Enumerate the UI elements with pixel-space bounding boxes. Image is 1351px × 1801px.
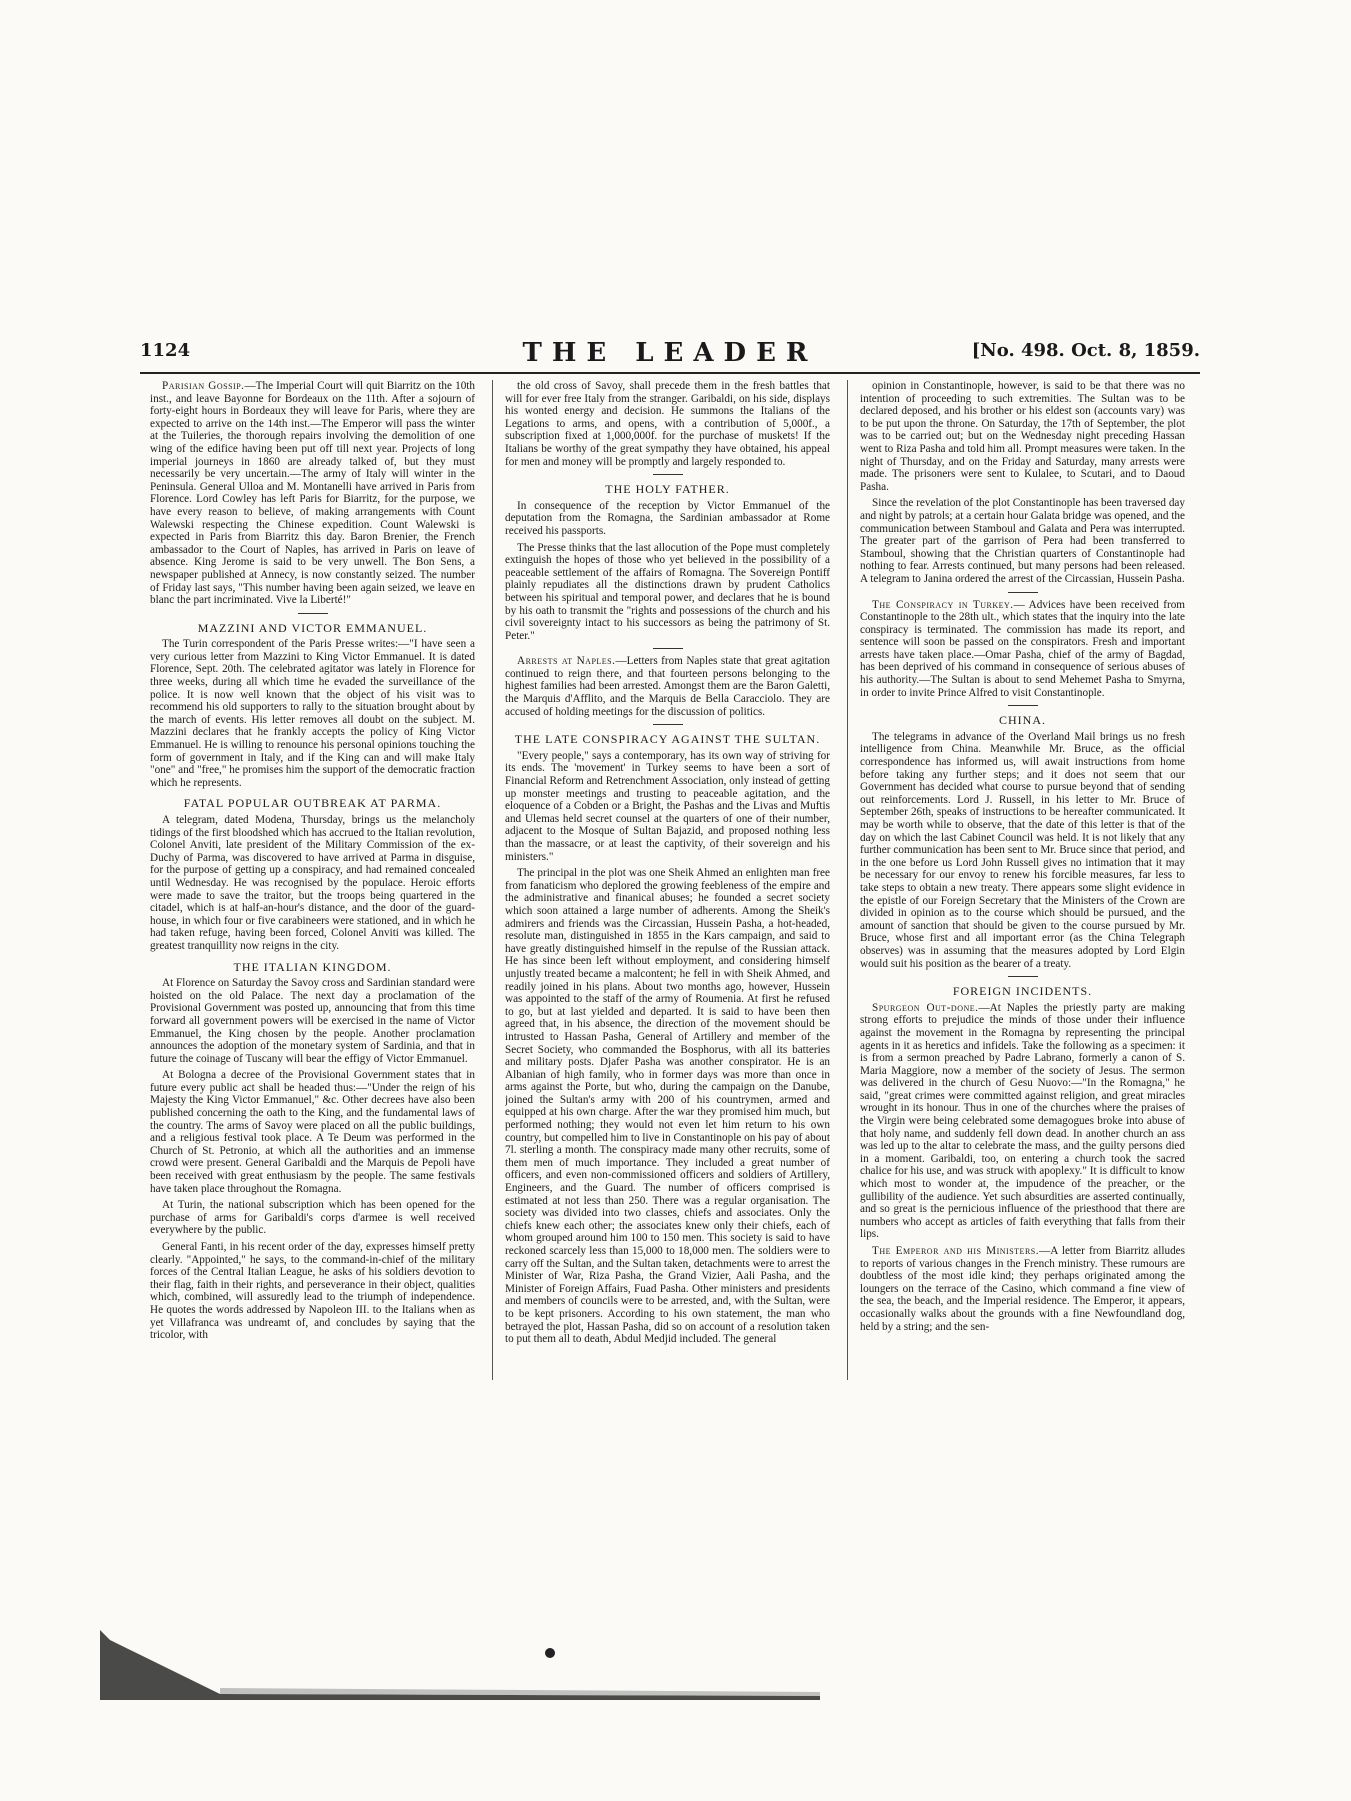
section-heading: MAZZINI AND VICTOR EMMANUEL.: [197, 620, 428, 635]
article-lead: Parisian Gossip.: [162, 380, 245, 392]
separator: [1008, 705, 1038, 706]
separator: [298, 613, 328, 614]
issue-date: [No. 498. Oct. 8, 1859.: [971, 340, 1200, 361]
article-body: —The Imperial Court will quit Biarritz on the 10th inst., and leave Bayonne for Bordeaux on the 11th. After a sojourn of forty-eight hours in Bordeaux they will leave for Paris, where they are expected to arrive on the 14th inst.—The Emperor will pass the winter at the Tuileries, the thorough repairs involving the demolition of one wing of the edifice having been put off till next year. Projects of long imperial journeys in 1860 are already talked of, but they must necessarily be very uncertain.—The army of Italy will winter in the Peninsula. General Ulloa and M. Montanelli have arrived in Paris from Florence. Lord Cowley has left Paris for Biarritz, for the purpose, we have every reason to believe, of making arrangements with Count Walewski respecting the Chinese expedition. Count Walewski is expected in Paris from Biarritz this day. Baron Brenier, the French ambassador to the Court of Naples, has arrived in Paris on leave of absence. King Jerome is said to be very unwell. The Bon Sens, a newspaper published at Annecy, is now constantly seized. The number of Friday last says, "This number having been again seized, we leave en blanc the part incriminated. Vive la Liberté!": [150, 380, 475, 607]
section-heading: FOREIGN INCIDENTS.: [952, 984, 1093, 999]
masthead: [140, 338, 1200, 370]
article-lead: Arrests at Naples.: [517, 655, 616, 668]
article-body: The principal in the plot was one Sheik Ahmed an enlighten man free from fanaticism who deplored the growing feebleness of the empire and the administrative and finanical abuses; he founded a secret society which soon attained a large number of adherents. Among the Sheik's admirers and friends was the Circassian, Hussein Pasha, a hot-headed, resolute man, distinguished in 1855 in the Kars campaign, and said to have greatly distinguished himself in the repulse of the Russian attack. He has since been left without employment, and considering himself unjustly treated became a malcontent; he fell in with Sheik Ahmed, and readily joined in his plans. About two months ago, however, Hussein was appointed to the staff of the army of Roumenia. At first he refused to go, but at last yielded and departed. It is said to have been then agreed that, in his absence, the direction of the movement should be intrusted to Hassan Pasha, General of Artillery and member of the Secret Society, who commanded the Bosphorus, with all its batteries and military posts. Djafer Pasha was another conspirator. He is an Albanian of high family, who in former days was more than once in arms against the Porte, but who, during the campaign on the Danube, joined the Sultan's army with 200 of his countrymen, armed and equipped at his own charge. After the war they promised him much, but performed nothing; they would not even let him return to his own country, but compelled him to live in Constantinople on his pay of about 7l. sterling a month. The conspiracy made many other recruits, some of them men of much importance. They included a great number of officers, and even non-commissioned officers and soldiers of Artillery, Engineers, and the Guard. The number of officers comprised is estimated at not less than 250. There was a regular organisation. The society was divided into two classes, chiefs and associates. Only the chiefs knew each other; the associates knew only their chiefs, each of whom grouped around him 100 to 150 men. This society is said to have reckoned scarcely less than 15,000 to 18,000 men. The soldiers were to carry off the Sultan, and the Sultan taken, detachments were to arrest the Minister of War, Riza Pasha, the Grand Vizier, Aali Pasha, and the Minister of Foreign Affairs, Fuad Pasha. Other ministers and presidents and members of councils were to be arrested, and, with the Sultan, were to be kept prisoners. According to his own statement, the man who betrayed the plot, Hassan Pasha, did so on account of a resolution taken to put them all to death, Abdul Medjid included. The general: [505, 867, 830, 1346]
article-body: At Bologna a decree of the Provisional Government states that in future every public act shall be headed thus:—"Under the reign of his Majesty the King Victor Emmanuel," &c. Other decrees have also been published concerning the oath to the King, and the fundamental laws of the country. The arms of Savoy were placed on all the public buildings, and a religious festival took place. A Te Deum was performed in the Church of St. Petronio, at which all the authorities and an immense crowd were present. General Garibaldi and the Marquis de Pepoli have been received with great enthusiasm by the people. The same festivals have taken place throughout the Romagna.: [150, 1069, 475, 1195]
article-lead: The Conspiracy in Turkey.: [872, 598, 1014, 611]
newspaper-title: THE LEADER: [522, 338, 818, 368]
column-rule: [492, 380, 493, 1380]
section-heading: THE HOLY FATHER.: [605, 482, 730, 497]
masthead-rule: [140, 372, 1200, 374]
article-body: At Florence on Saturday the Savoy cross and Sardinian standard were hoisted on the old Palace. The next day a proclamation of the Provisional Government was posted up, announcing that from this time forward all government powers will be exercised in the name of Victor Emmanuel, the King chosen by the people. Another proclamation announces the adoption of the monetary system of Sardinia, and that in future the coinage of Tuscany will bear the effigy of Victor Emmanuel.: [150, 977, 475, 1065]
article-body: —A letter from Biarritz alludes to reports of various changes in the French ministry. These rumours are doubtless of the most idle kind; they perhaps originated among the loungers on the terrace of the Casino, which command a fine view of the sea, the beach, and the Imperial residence. The Emperor, it appears, occasionally walks about the grounds with a fine Newfoundland dog, held by a string; and the sen-: [860, 1245, 1185, 1333]
article-spurgeon: [860, 1002, 1185, 1241]
article-body: —At Naples the priestly party are making strong efforts to prejudice the minds of those under their influence against the movement in the Romagna by representing the principal agents in it as heretics and infidels. Take the following as a specimen: it is from a sermon preached by Padre Labrano, formerly a canon of S. Maria Maggiore, now a member of the society of Jesus. The sermon was delivered in the church of Gesu Nuovo:—"In the Romagna," he said, "great crimes were committed against religion, and great miracles wrought in its honour. Thus in one of the churches where the praises of the Virgin were being celebrated some demagogues broke into abuse of that holy name, and suddenly fell down dead. In another church an ass was led up to the altar to celebrate the mass, and the guilty persons died in a moment. Garibaldi, too, on entering a church took the sacred chalice for his use, and was struck with apoplexy." It is difficult to know which most to wonder at, the impudence of the preacher, or the gullibility of the audience. Yet such absurdities are asserted continually, and so great is the pernicious influence of the priesthood that there are numbers who accept as articles of faith everything that falls from their lips.: [860, 1001, 1185, 1241]
article-conspiracy-turkey: [860, 599, 1185, 700]
article-body: In consequence of the reception by Victor Emmanuel of the deputation from the Romagna, the Sardinian ambassador at Rome received his passports.: [505, 499, 830, 537]
article-body: "Every people," says a contemporary, has its own way of striving for its ends. The 'movement' in Turkey seems to have been a sort of Financial Reform and Retrenchment Association, only instead of getting up monster meetings and trusting to peaceable agitation, and the eloquence of a Cobden or a Bright, the Pashas and the Livas and Muftis and Ulemas held secret counsel at the quarters of one of their number, adjacent to the Mosque of Sultan Bajazid, and proposed nothing less than the massacre, or at least the captivity, of their sovereign and his ministers.": [505, 749, 830, 863]
separator: [653, 648, 683, 649]
article-arrests-naples: [505, 655, 830, 718]
column-2: [505, 380, 830, 1380]
article-body: Since the revelation of the plot Constantinople has been traversed day and night by patrols; at a certain hour Galata bridge was opened, and the communication between Stamboul and Galata and Pera was interrupted. The greater part of the garrison of Pera had been transferred to Stamboul, showing that the Christian quarters of Constantinople had nothing to fear. Arrests continued, but many persons had been released. A telegram to Janina ordered the arrest of the Circassian, Hussein Pasha.: [860, 497, 1185, 585]
separator: [653, 474, 683, 475]
section-heading: CHINA.: [999, 713, 1046, 728]
column-rule: [847, 380, 848, 1380]
section-heading: FATAL POPULAR OUTBREAK AT PARMA.: [183, 796, 442, 811]
article-lead: Spurgeon Out-done.: [872, 1001, 979, 1014]
section-heading: THE LATE CONSPIRACY AGAINST THE SULTAN.: [514, 732, 821, 747]
scan-shadow: [100, 1630, 820, 1700]
article-body: General Fanti, in his recent order of the day, expresses himself pretty clearly. "Appointed," he says, to the command-in-chief of the military forces of the Central Italian League, he asks of his soldiers devotion to their flag, faith in their rights, and perseverance in their object, qualities which, combined, will assuredly lead to the triumph of independence. He quotes the words addressed by Napoleon III. to the Italians when as yet Villafranca was undreamt of, and concludes by saying that the tricolor, with: [150, 1241, 475, 1342]
article-emperor-ministers: [860, 1245, 1185, 1333]
article-body: The telegrams in advance of the Overland Mail brings us no fresh intelligence from China. Meanwhile Mr. Bruce, as the official correspondence has informed us, will await instructions from home before taking any further steps; and it does not seem that our Government has decided what course to pursue beyond that of sending out reinforcements. Lord J. Russell, in his letter to Mr. Bruce of September 26th, speaks of instructions to be hereafter communicated. It may be worth while to observe, that the date of this letter is that of the day on which the last Cabinet Council was held. It is not likely that any further communication has been sent to Mr. Bruce since that period, and in the one before us Lord John Russell gives no intimation that it may be necessary for our envoy to renew his forcible measures, far less to take steps to obtain a new treaty. There appears some slight evidence in the epistle of our Foreign Secretary that the Ministers of the Crown are divided in opinion as to the course which should be pursued, and the amount of sanction that should be given to the course pursued by Mr. Bruce, whose first and all important error (as the China Telegraph observes) was in assuming that the measures adopted by Lord Elgin would suit his position as the bearer of a treaty.: [860, 730, 1185, 970]
section-heading: THE ITALIAN KINGDOM.: [233, 959, 392, 974]
page-number: 1124: [140, 340, 191, 361]
separator: [1008, 592, 1038, 593]
scan-mark: [545, 1648, 555, 1658]
article-parisian-gossip: [150, 380, 475, 607]
column-3: [860, 380, 1185, 1380]
article-body: opinion in Constantinople, however, is said to be that there was no intention of proceeding to such extremities. The Sultan was to be declared deposed, and his brother or his eldest son (accounts vary) was to be put upon the throne. On Saturday, the 17th of September, the plot was to be carried out; but on the Wednesday night preceding Hassan went to Riza Pasha and told him all. Prompt measures were taken. In the night of Thursday, and on the Friday and Saturday, many arrests were made. The prisoners were sent to Kulalee, to Scutari, and to Daoud Pasha.: [860, 380, 1185, 493]
article-lead: The Emperor and his Ministers.: [872, 1245, 1040, 1257]
article-body: the old cross of Savoy, shall precede them in the fresh battles that will for ever free Italy from the stranger. Garibaldi, on his side, displays his wonted energy and decision. He summons the Italians of the Legations to arms, and opens, with a contribution of 5,000f., a subscription fixed at 1,000,000f. for the purchase of muskets! If the Italians be worthy of the great sympathy they have obtained, his appeal for men and money will be promptly and largely responded to.: [505, 380, 830, 468]
separator: [1008, 976, 1038, 977]
article-body: At Turin, the national subscription which has been opened for the purchase of arms for Garibaldi's corps d'armee is well received everywhere by the public.: [150, 1199, 475, 1237]
article-body: The Presse thinks that the last allocution of the Pope must completely extinguish the hopes of those who yet believed in the possibility of a peaceable settlement of the affairs of Romagna. The Sovereign Pontiff plainly repudiates all the distinctions drawn by prudent Catholics between his spiritual and temporal power, and declares that he is bound by his oath to transmit the "rights and possessions of the church and his civil sovereignty intact to his successors as being the patrimony of St. Peter.": [505, 541, 830, 642]
column-1: [150, 380, 475, 1380]
article-body: The Turin correspondent of the Paris Presse writes:—"I have seen a very curious letter from Mazzini to King Victor Emmanuel. It is dated Florence, Sept. 20th. The celebrated agitator was lately in Florence for three weeks, during all which time he evaded the surveillance of the police. It is now well known that the object of his visit was to recommend his old supporters to rally to the situation brought about by the march of events. His letter removes all doubt on the subject. M. Mazzini declares that he frankly accepts the policy of King Victor Emmanuel. He is willing to renounce his personal opinions touching the form of government in Italy, and if the King can and will make Italy "one" and "free," he promises him the support of the democratic fraction which he represents.: [150, 638, 475, 789]
article-body: —Letters from Naples state that great agitation continued to reign there, and that fourteen persons belonging to the highest families had been arrested. Amongst them are the Baron Galetti, the Marquis d'Afflito, and the Marquis de Bella Caracciolo. They are accused of holding meetings for the discussion of politics.: [505, 655, 830, 718]
article-body: — Advices have been received from Constantinople to the 28th ult., which states that the inquiry into the late conspiracy is terminated. The commission has made its report, and sentence will soon be passed on the conspirators. Fresh and important arrests have taken place.—Omar Pasha, chief of the army of Bagdad, has been deprived of his command in consequence of serious abuses of his authority.—The Sultan is about to send Mehemet Pasha to Smyrna, in order to invite Prince Alfred to visit Constantinople.: [860, 598, 1185, 699]
article-body: A telegram, dated Modena, Thursday, brings us the melancholy tidings of the first bloodshed which has accrued to the Italian revolution, Colonel Anviti, late president of the Military Commission of the ex-Duchy of Parma, was discovered to have arrived at Parma in disguise, for the purpose of getting up a conspiracy, and had remained concealed until Wednesday. He was recognised by the populace. Heroic efforts were made to save the traitor, but the troops being quartered in the citadel, which is at half-an-hour's distance, and the door of the guard-house, in which four or five carabineers were stationed, and in which he had taken refuge, having been forced, Colonel Anviti was killed. The greatest tranquillity now reigns in the city.: [150, 814, 475, 952]
separator: [653, 724, 683, 725]
